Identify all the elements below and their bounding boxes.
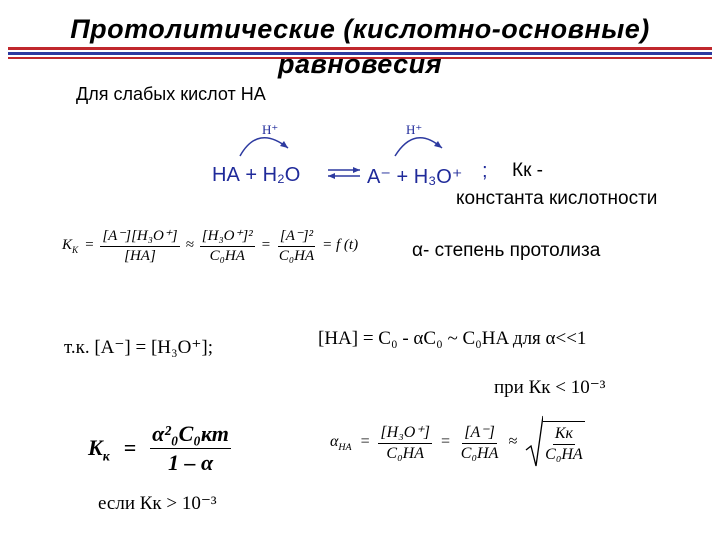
page-title: Протолитические (кислотно-основные) [70,14,650,44]
formula1-lhs: $K_К$ [62,236,79,256]
formula3-term1: $\frac{\text{[H₃O⁺]}}{\text{C₀HA}}$ [380,423,430,462]
formula2-lhs: $K_к$ [88,435,110,464]
reaction-right-side: А⁻ + Н₃О⁺ [367,166,463,188]
kk-label: Кк - [512,160,543,181]
formula1-term1: $\frac{\text{[A⁻][H₃O⁺]}}{[HA]}$ [102,227,178,264]
sqrt-icon [525,414,543,470]
page-title-line2: равновесия [277,49,442,79]
kk-description: константа кислотности [456,188,658,209]
kk-alpha-formula: $K_к$ = $\frac{\text{α²₀C₀кт}}{1 - \alpha}$ [88,420,229,475]
reaction-semicolon: ; [482,160,488,182]
alpha-note: α- степень протолиза [412,240,601,261]
formula3-term2: $\frac{[A^-]}{\text{C₀HA}}$ [460,423,499,462]
formula1-term4: = f (t) [322,236,359,253]
formula1-term2: $\frac{\text{[H₃O⁺]²}}{\text{C₀HA}}$ [201,227,253,264]
reaction-left-side: НА + Н₂О [212,164,301,186]
formula3-lhs: $\alpha_{НА}$ [330,433,352,454]
relation-condition: при Кк < 10⁻³ [494,377,606,398]
proton-label-right: Н⁺ [406,122,423,137]
formula2-fraction: $\frac{\text{α²₀C₀кт}}{1 - \alpha}$ [152,420,229,475]
acidity-constant-formula: $K_К$ = $\frac{\text{[A⁻][H₃O⁺]}}{[HA]}$ ≈ $\frac{\text{[H₃O⁺]²}}{\text{C₀HA}}$ = $\frac{\text{[A⁻]²}}{\text{C₀HA}}$ = f (t) [62,227,359,264]
proton-label-left: Н⁺ [262,122,279,137]
formula3-sqrt: $\frac{Kк}{\text{C₀HA}}$ [525,414,585,470]
relation-right: [HA] = C₀ - αC₀ ~ C₀HA для α<<1 [318,328,587,349]
subtitle: Для слабых кислот НА [76,84,266,104]
footer-condition: если Кк > 10⁻³ [98,493,217,514]
formula1-term3: $\frac{\text{[A⁻]²}}{\text{C₀HA}}$ [278,227,315,264]
alpha-ha-formula: $\alpha_{НА}$ = $\frac{\text{[H₃O⁺]}}{\text{C₀HA}}$ = $\frac{[A^-]}{\text{C₀HA}}$ ≈ $\frac{Kк}{\text{C₀HA}}$ [330,414,585,470]
relation-left: т.к. [A⁻] = [H₃O⁺]; [64,337,214,358]
